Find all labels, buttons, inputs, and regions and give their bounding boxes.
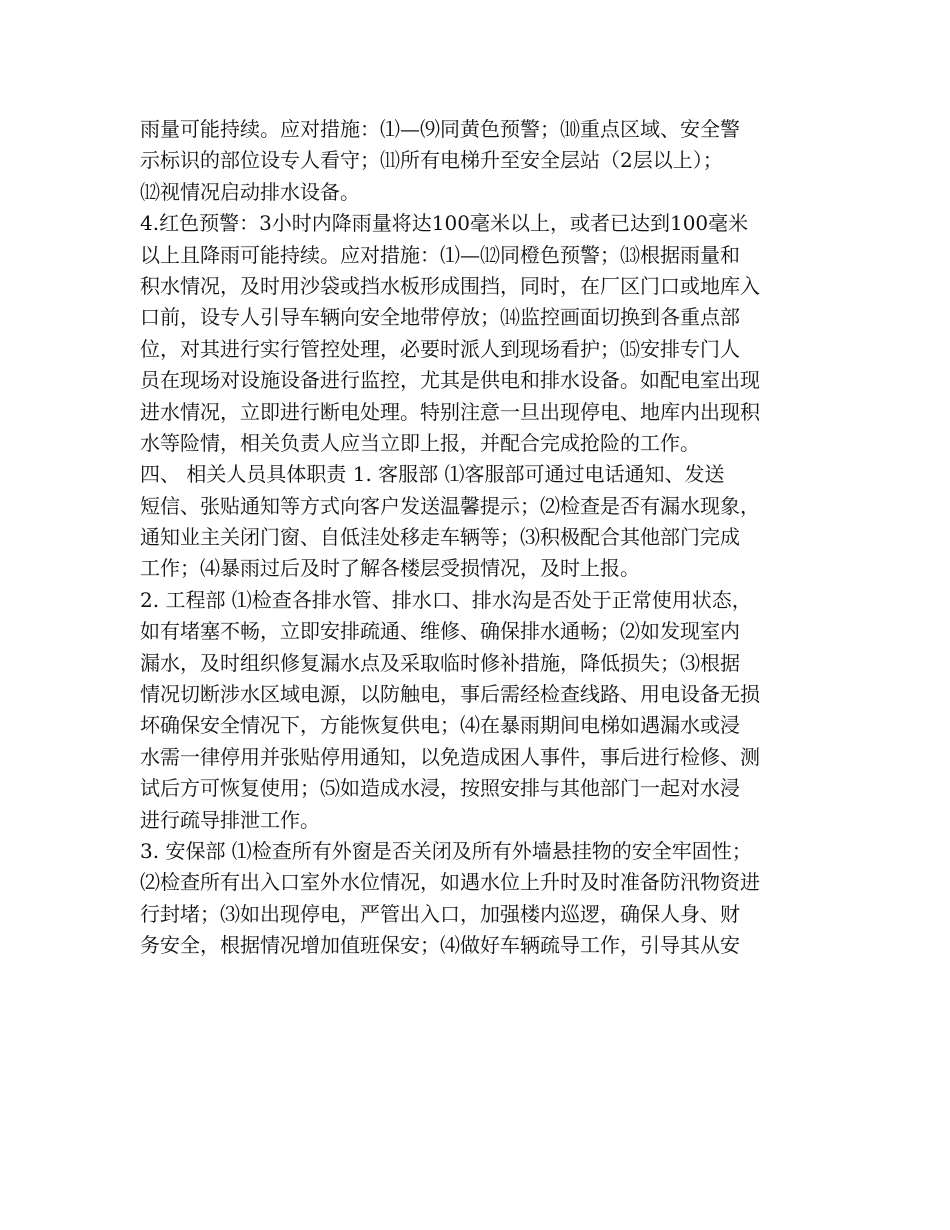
text-line: 水等险情，相关负责人应当立即上报，并配合完成抢险的工作。 [140,430,700,455]
text-line: 试后方可恢复使用；⑸如造成水浸，按照安排与其他部门一起对水浸 [140,776,740,801]
text-line: 四、 相关人员具体职责 1. 客服部 ⑴客服部可通过电话通知、发送 [140,462,725,487]
text-line: 进行疏导排泄工作。 [140,807,320,832]
text-line: 进水情况，立即进行断电处理。特别注意一旦出现停电、地库内出现积 [140,399,760,424]
text-line: 雨量可能持续。应对措施：⑴—⑼同黄色预警；⑽重点区域、安全警 [140,117,740,141]
text-line: 短信、张贴通知等方式向客户发送温馨提示；⑵检查是否有漏水现象， [140,493,760,518]
text-line: 工作；⑷暴雨过后及时了解各楼层受损情况，及时上报。 [140,556,640,581]
text-line: 3. 安保部 ⑴检查所有外窗是否关闭及所有外墙悬挂物的安全牢固性； [140,838,752,863]
text-line: 口前，设专人引导车辆向安全地带停放；⒁监控画面切换到各重点部 [140,305,740,330]
text-line: 水需一律停用并张贴停用通知，以免造成困人事件，事后进行检修、测 [140,744,760,769]
text-line: 位，对其进行实行管控处理，必要时派人到现场看护；⒂安排专门人 [140,336,740,361]
text-line: 行封堵；⑶如出现停电，严管出入口，加强楼内巡逻，确保人身、财 [140,901,740,926]
text-line: ⑿视情况启动排水设备。 [140,179,360,204]
text-line: 2. 工程部 ⑴检查各排水管、排水口、排水沟是否处于正常使用状态， [140,587,752,612]
text-line: ⑵检查所有出入口室外水位情况，如遇水位上升时及时准备防汛物资进 [140,870,760,895]
text-line: 坏确保安全情况下，方能恢复供电；⑷在暴雨期间电梯如遇漏水或浸 [140,713,740,738]
text-line: 4.红色预警：3小时内降雨量将达100毫米以上，或者已达到100毫米 [140,211,749,236]
document-body [140,114,830,962]
text-line: 如有堵塞不畅，立即安排疏通、维修、确保排水通畅；⑵如发现室内 [140,619,740,644]
text-line: 务安全，根据情况增加值班保安；⑷做好车辆疏导工作，引导其从安 [140,933,740,958]
text-line: 漏水，及时组织修复漏水点及采取临时修补措施，降低损失；⑶根据 [140,650,740,675]
text-line: 示标识的部位设专人看守；⑾所有电梯升至安全层站（2层以上）； [140,148,723,173]
text-line: 员在现场对设施设备进行监控，尤其是供电和排水设备。如配电室出现 [140,368,760,393]
text-line: 通知业主关闭门窗、自低洼处移走车辆等；⑶积极配合其他部门完成 [140,525,740,550]
text-line: 以上且降雨可能持续。应对措施：⑴—⑿同橙色预警；⒀根据雨量和 [140,242,740,267]
text-line: 积水情况，及时用沙袋或挡水板形成围挡，同时，在厂区门口或地库入 [140,273,760,298]
text-line: 情况切断涉水区域电源，以防触电，事后需经检查线路、用电设备无损 [140,682,760,707]
